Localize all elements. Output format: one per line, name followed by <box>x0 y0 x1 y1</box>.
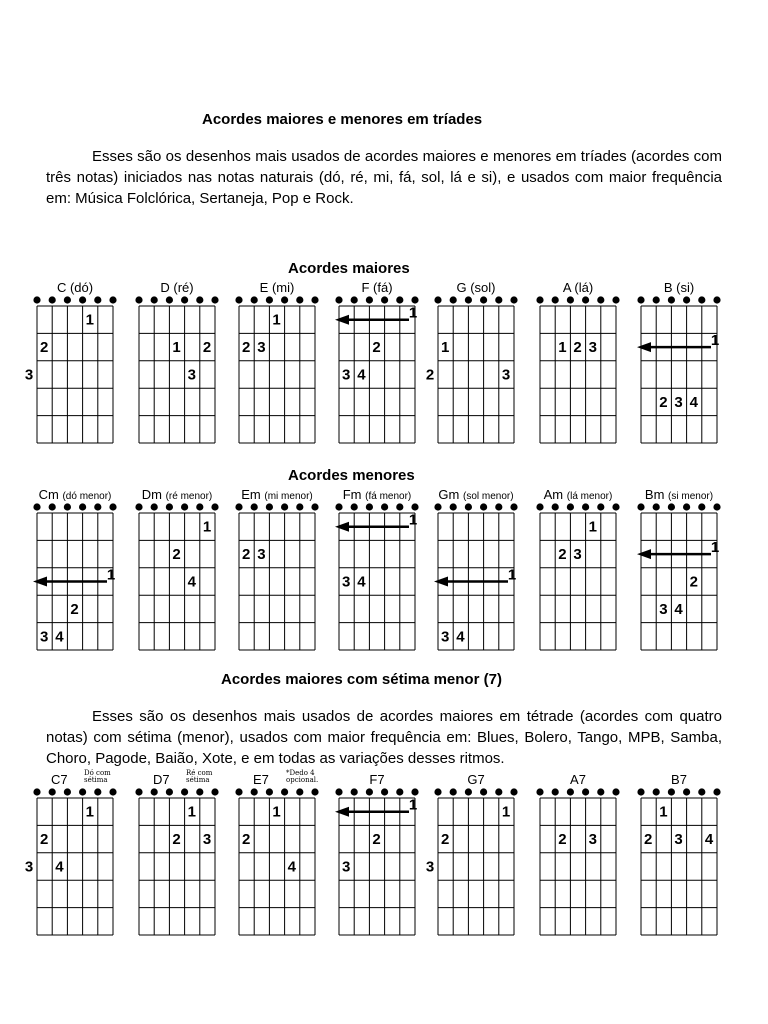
chord-name-sub: (si menor) <box>668 491 714 502</box>
finger-number: 1 <box>85 803 94 821</box>
open-string-dot <box>296 296 303 303</box>
finger-number: 3 <box>257 546 266 564</box>
chord-name-main: B (si) <box>663 280 695 295</box>
open-string-dot <box>597 788 604 795</box>
open-string-dot <box>668 788 675 795</box>
open-string-dot <box>567 296 574 303</box>
chord-name-main: Gm <box>438 487 460 502</box>
chord-name-main: E7 <box>253 772 269 787</box>
open-string-dot <box>296 788 303 795</box>
chord-name-main: Bm <box>644 487 665 502</box>
chord-name-sub: (fá menor) <box>365 491 412 502</box>
open-string-dot <box>637 296 644 303</box>
finger-number: 3 <box>674 393 683 411</box>
open-string-dot <box>166 296 173 303</box>
finger-number: 2 <box>40 339 49 357</box>
open-string-dot <box>597 296 604 303</box>
open-string-dot <box>135 503 142 510</box>
finger-number: 2 <box>372 339 381 357</box>
open-string-dot <box>510 788 517 795</box>
title-minor-chords: Acordes menores <box>288 467 415 484</box>
open-string-dot <box>266 503 273 510</box>
finger-number: 1 <box>441 339 450 357</box>
open-string-dot <box>698 296 705 303</box>
chord-minor-1 <box>129 487 225 657</box>
finger-number: 3 <box>187 366 196 384</box>
fretboard-diagram <box>329 280 425 450</box>
open-string-dot <box>311 503 318 510</box>
finger-number: 2 <box>172 546 181 564</box>
open-string-dot <box>396 503 403 510</box>
finger-number: 1 <box>272 311 281 329</box>
finger-number: 3 <box>588 831 597 849</box>
open-string-dot <box>335 503 342 510</box>
open-string-dot <box>251 788 258 795</box>
open-string-dot <box>597 503 604 510</box>
open-string-dot <box>311 296 318 303</box>
chord-name-main: Am <box>543 487 564 502</box>
finger-number: 3 <box>674 831 683 849</box>
intro-paragraph <box>46 146 722 209</box>
finger-number: 4 <box>187 573 196 591</box>
fretboard-diagram <box>631 772 727 942</box>
open-string-dot <box>510 503 517 510</box>
finger-number: 4 <box>456 628 465 646</box>
open-string-dot <box>181 788 188 795</box>
open-string-dot <box>151 788 158 795</box>
finger-number: 3 <box>441 628 450 646</box>
chord-name-main: A (lá) <box>562 280 594 295</box>
open-string-dot <box>296 503 303 510</box>
chord-seventh-5 <box>530 772 626 942</box>
open-string-dot <box>411 788 418 795</box>
finger-number: 4 <box>689 393 698 411</box>
finger-number: 4 <box>55 628 64 646</box>
open-string-dot <box>211 788 218 795</box>
open-string-dot <box>713 503 720 510</box>
finger-number: 1 <box>172 339 181 357</box>
finger-number: 2 <box>441 831 450 849</box>
open-string-dot <box>510 296 517 303</box>
open-string-dot <box>450 503 457 510</box>
open-string-dot <box>49 788 56 795</box>
open-string-dot <box>552 296 559 303</box>
fretboard-diagram <box>229 487 325 657</box>
chord-major-4 <box>425 280 524 450</box>
finger-number: 2 <box>644 831 653 849</box>
finger-number: 4 <box>357 366 366 384</box>
open-string-dot <box>79 788 86 795</box>
open-string-dot <box>181 503 188 510</box>
barre-arrow <box>434 577 448 587</box>
open-string-dot <box>637 503 644 510</box>
open-string-dot <box>366 296 373 303</box>
open-string-dot <box>698 788 705 795</box>
chord-name-main: C (dó) <box>56 280 94 295</box>
open-string-dot <box>381 788 388 795</box>
open-string-dot <box>582 296 589 303</box>
open-string-dot <box>713 296 720 303</box>
finger-number: 3 <box>342 573 351 591</box>
open-string-dot <box>64 503 71 510</box>
finger-number: 2 <box>372 831 381 849</box>
finger-number: 3 <box>573 546 582 564</box>
chord-name-sub: (mi menor) <box>264 491 313 502</box>
fretboard-diagram <box>129 280 225 450</box>
open-string-dot <box>552 503 559 510</box>
barre-arrow <box>33 577 47 587</box>
chord-name-main: D (ré) <box>160 280 194 295</box>
open-string-dot <box>166 788 173 795</box>
fretboard-diagram <box>428 487 524 657</box>
finger-number: 1 <box>85 311 94 329</box>
barre-arrow <box>335 315 349 325</box>
open-string-dot <box>196 788 203 795</box>
open-string-dot <box>396 788 403 795</box>
open-string-dot <box>94 296 101 303</box>
open-string-dot <box>351 503 358 510</box>
finger-number: 2 <box>172 831 181 849</box>
chord-major-6 <box>631 280 727 450</box>
open-string-dot <box>211 503 218 510</box>
finger-number: 3 <box>342 366 351 384</box>
open-string-dot <box>411 503 418 510</box>
open-string-dot <box>567 788 574 795</box>
title-seventh-chords: Acordes maiores com sétima menor (7) <box>221 671 502 688</box>
chord-minor-6 <box>631 487 727 657</box>
open-string-dot <box>411 296 418 303</box>
fretboard-diagram <box>229 769 325 942</box>
open-string-dot <box>335 788 342 795</box>
barre-arrow <box>637 342 651 352</box>
seventh-paragraph <box>46 706 722 769</box>
finger-number: 3 <box>501 366 511 384</box>
fretboard-diagram <box>229 280 325 450</box>
open-string-dot <box>495 788 502 795</box>
chord-seventh-2 <box>229 769 325 942</box>
chord-name-sub: (sol menor) <box>463 491 514 502</box>
open-string-dot <box>683 503 690 510</box>
open-string-dot <box>79 296 86 303</box>
chord-name-main: Dm <box>141 487 162 502</box>
open-string-dot <box>434 296 441 303</box>
finger-number: 2 <box>558 831 567 849</box>
finger-number: 3 <box>342 858 351 876</box>
open-string-dot <box>33 788 40 795</box>
fretboard-diagram <box>129 487 225 657</box>
chord-name-main: G7 <box>467 772 485 787</box>
open-string-dot <box>366 788 373 795</box>
chord-major-5 <box>530 280 626 450</box>
finger-number: 4 <box>287 858 296 876</box>
open-string-dot <box>668 503 675 510</box>
open-string-dot <box>311 788 318 795</box>
open-string-dot <box>465 788 472 795</box>
open-string-dot <box>450 296 457 303</box>
finger-number: 2 <box>573 339 582 357</box>
barre-finger-number: 1 <box>408 796 418 814</box>
chord-minor-0 <box>27 487 123 657</box>
chord-name-main: Cm <box>38 487 59 502</box>
chord-name-main: B7 <box>671 772 687 787</box>
intro-text: Esses são os desenhos mais usados de acordes maiores e menores em tríades (acordes com três notas) iniciados nas notas naturais (dó, ré, mi, fá, sol, lá e si), e usados com maior frequência em: Música Folclórica, Sertaneja, Pop e Rock. <box>46 148 722 207</box>
open-string-dot <box>567 503 574 510</box>
fretboard-diagram <box>530 487 626 657</box>
open-string-dot <box>281 503 288 510</box>
open-string-dot <box>653 503 660 510</box>
open-string-dot <box>151 296 158 303</box>
chord-note: *Dedo 4 opcional. <box>286 769 319 784</box>
open-string-dot <box>582 788 589 795</box>
chord-seventh-3 <box>329 772 425 942</box>
barre-finger-number: 1 <box>408 511 418 529</box>
finger-number: 1 <box>202 518 212 536</box>
open-string-dot <box>281 296 288 303</box>
chord-minor-2 <box>229 487 325 657</box>
chord-name-main: Em <box>241 487 261 502</box>
open-string-dot <box>196 296 203 303</box>
open-string-dot <box>536 503 543 510</box>
barre-finger-number: 1 <box>408 304 418 322</box>
open-string-dot <box>94 788 101 795</box>
open-string-dot <box>235 296 242 303</box>
open-string-dot <box>381 503 388 510</box>
finger-number: 2 <box>659 393 668 411</box>
open-string-dot <box>33 296 40 303</box>
chord-name-main: F (fá) <box>361 280 393 295</box>
finger-number: 3 <box>425 858 435 876</box>
open-string-dot <box>653 788 660 795</box>
chord-seventh-4 <box>425 772 524 942</box>
open-string-dot <box>181 296 188 303</box>
open-string-dot <box>335 296 342 303</box>
finger-number: 2 <box>242 339 251 357</box>
finger-number: 2 <box>425 366 435 384</box>
finger-number: 4 <box>674 600 683 618</box>
open-string-dot <box>495 503 502 510</box>
finger-number: 2 <box>242 831 251 849</box>
open-string-dot <box>434 503 441 510</box>
finger-number: 4 <box>704 831 714 849</box>
open-string-dot <box>612 296 619 303</box>
open-string-dot <box>109 503 116 510</box>
chord-name-sub: (dó menor) <box>62 491 112 502</box>
open-string-dot <box>396 296 403 303</box>
open-string-dot <box>495 296 502 303</box>
open-string-dot <box>434 788 441 795</box>
open-string-dot <box>351 788 358 795</box>
open-string-dot <box>465 296 472 303</box>
finger-number: 3 <box>659 600 668 618</box>
open-string-dot <box>582 503 589 510</box>
fretboard-diagram <box>631 487 727 657</box>
open-string-dot <box>637 788 644 795</box>
chord-major-1 <box>129 280 225 450</box>
chord-name-sub: (ré menor) <box>165 491 213 502</box>
open-string-dot <box>480 788 487 795</box>
open-string-dot <box>135 788 142 795</box>
finger-number: 2 <box>40 831 49 849</box>
open-string-dot <box>109 788 116 795</box>
open-string-dot <box>281 788 288 795</box>
finger-number: 2 <box>202 339 212 357</box>
seventh-text: Esses são os desenhos mais usados de acordes maiores em tétrade (acordes com quatro notas) com sétima (menor), usados com maior frequência em: Blues, Bolero, Tango, MPB, Samba, Choro, Pagode, Baião, Xote, e em todas as variações desses ritmos. <box>46 708 722 767</box>
open-string-dot <box>536 296 543 303</box>
fretboard-diagram <box>27 487 123 657</box>
finger-number: 1 <box>558 339 567 357</box>
finger-number: 2 <box>70 600 79 618</box>
open-string-dot <box>94 503 101 510</box>
open-string-dot <box>653 296 660 303</box>
open-string-dot <box>64 788 71 795</box>
open-string-dot <box>251 296 258 303</box>
open-string-dot <box>698 503 705 510</box>
chord-name-main: F7 <box>369 772 385 787</box>
open-string-dot <box>450 788 457 795</box>
finger-number: 1 <box>588 518 597 536</box>
open-string-dot <box>266 788 273 795</box>
finger-number: 1 <box>272 803 281 821</box>
open-string-dot <box>713 788 720 795</box>
open-string-dot <box>235 788 242 795</box>
open-string-dot <box>366 503 373 510</box>
open-string-dot <box>33 503 40 510</box>
barre-finger-number: 1 <box>710 539 720 557</box>
barre-arrow <box>637 549 651 559</box>
open-string-dot <box>552 788 559 795</box>
open-string-dot <box>251 503 258 510</box>
finger-number: 2 <box>242 546 251 564</box>
fretboard-diagram <box>425 772 524 942</box>
fretboard-diagram <box>631 280 727 450</box>
barre-arrow <box>335 522 349 532</box>
open-string-dot <box>351 296 358 303</box>
fretboard-diagram <box>24 769 123 942</box>
chord-name-main: C7 <box>51 772 68 787</box>
open-string-dot <box>166 503 173 510</box>
open-string-dot <box>683 296 690 303</box>
open-string-dot <box>683 788 690 795</box>
chord-name-main: G (sol) <box>456 280 496 295</box>
chord-note: Ré com sétima <box>186 769 213 784</box>
barre-arrow <box>335 807 349 817</box>
chord-name-main: D7 <box>153 772 170 787</box>
chord-minor-5 <box>530 487 626 657</box>
chord-name-main: E (mi) <box>259 280 295 295</box>
fretboard-diagram <box>329 772 425 942</box>
barre-finger-number: 1 <box>106 566 116 584</box>
fretboard-diagram <box>129 769 225 942</box>
open-string-dot <box>109 296 116 303</box>
open-string-dot <box>668 296 675 303</box>
chord-major-0 <box>24 280 123 450</box>
open-string-dot <box>465 503 472 510</box>
title-major-chords: Acordes maiores <box>288 260 410 277</box>
open-string-dot <box>49 503 56 510</box>
finger-number: 4 <box>55 858 64 876</box>
finger-number: 2 <box>558 546 567 564</box>
open-string-dot <box>480 296 487 303</box>
chord-name-sub: (lá menor) <box>566 491 613 502</box>
title-triads: Acordes maiores e menores em tríades <box>202 111 483 128</box>
open-string-dot <box>196 503 203 510</box>
chord-name-main: A7 <box>570 772 586 787</box>
open-string-dot <box>381 296 388 303</box>
finger-number: 3 <box>40 628 49 646</box>
chord-minor-3 <box>329 487 425 657</box>
finger-number: 3 <box>24 366 34 384</box>
chord-major-2 <box>229 280 325 450</box>
fretboard-diagram <box>530 280 626 450</box>
finger-number: 1 <box>187 803 196 821</box>
chord-name-main: Fm <box>342 487 362 502</box>
chord-major-3 <box>329 280 425 450</box>
open-string-dot <box>536 788 543 795</box>
fretboard-diagram <box>329 487 425 657</box>
barre-finger-number: 1 <box>507 566 517 584</box>
finger-number: 4 <box>357 573 366 591</box>
finger-number: 3 <box>24 858 34 876</box>
chord-seventh-1 <box>129 769 225 942</box>
finger-number: 3 <box>202 831 212 849</box>
open-string-dot <box>235 503 242 510</box>
chord-note: Dó com sétima <box>84 769 111 784</box>
open-string-dot <box>49 296 56 303</box>
open-string-dot <box>135 296 142 303</box>
open-string-dot <box>480 503 487 510</box>
finger-number: 1 <box>501 803 511 821</box>
barre-finger-number: 1 <box>710 332 720 350</box>
open-string-dot <box>151 503 158 510</box>
open-string-dot <box>64 296 71 303</box>
open-string-dot <box>612 788 619 795</box>
finger-number: 3 <box>588 339 597 357</box>
open-string-dot <box>612 503 619 510</box>
chord-seventh-0 <box>24 769 123 942</box>
open-string-dot <box>79 503 86 510</box>
fretboard-diagram <box>425 280 524 450</box>
open-string-dot <box>211 296 218 303</box>
fretboard-diagram <box>530 772 626 942</box>
chord-minor-4 <box>428 487 524 657</box>
finger-number: 2 <box>689 573 698 591</box>
chord-seventh-6 <box>631 772 727 942</box>
finger-number: 3 <box>257 339 266 357</box>
open-string-dot <box>266 296 273 303</box>
fretboard-diagram <box>24 280 123 450</box>
finger-number: 1 <box>659 803 668 821</box>
